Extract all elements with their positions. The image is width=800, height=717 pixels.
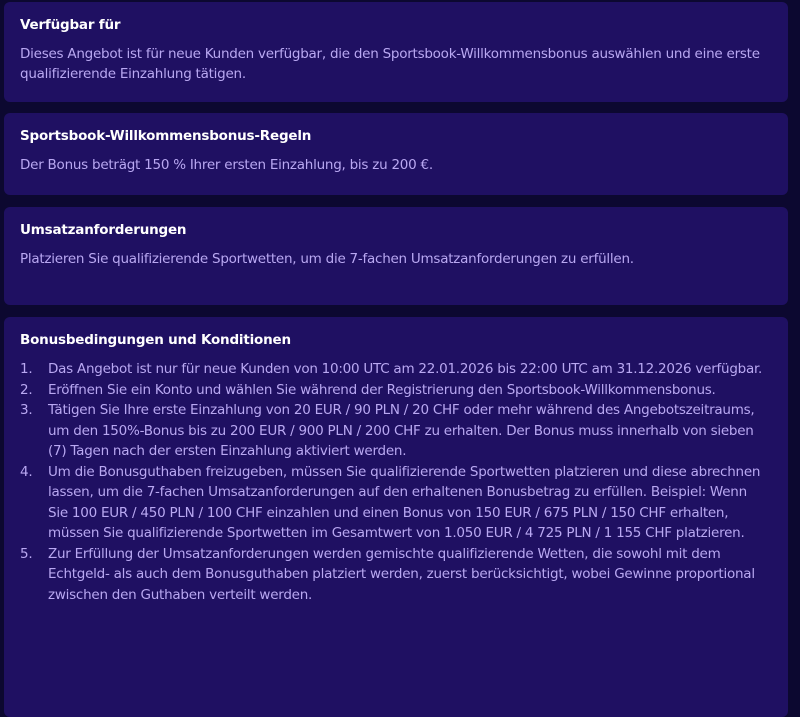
wagering-requirements-text: Platzieren Sie qualifizierende Sportwetten, um die 7-fachen Umsatzanforderungen zu erfüllen.	[20, 251, 634, 267]
available-for-text: Dieses Angebot ist für neue Kunden verfügbar, die den Sportsbook-Willkommensbonus auswählen und eine erste qualifizierende Einzahlung tätigen.	[20, 46, 760, 82]
terms-list-item	[20, 359, 772, 380]
wagering-requirements-card	[4, 207, 788, 305]
terms-list-item	[20, 380, 772, 401]
bonus-terms-title: Bonusbedingungen und Konditionen	[20, 332, 291, 348]
terms-item-text: Das Angebot ist nur für neue Kunden von 10:00 UTC am 22.01.2026 bis 22:00 UTC am 31.12.2026 verfügbar.	[48, 361, 763, 377]
bonus-terms-list	[20, 359, 772, 605]
available-for-title: Verfügbar für	[20, 17, 121, 33]
available-for-card	[4, 2, 788, 102]
welcome-bonus-rules-card	[4, 113, 788, 195]
terms-list-item	[20, 400, 772, 462]
terms-list-item	[20, 544, 772, 606]
terms-item-text: Tätigen Sie Ihre erste Einzahlung von 20 EUR / 90 PLN / 20 CHF oder mehr während des Angebotszeitraums, um den 150%-Bonus bis zu 200 EUR / 900 PLN / 200 CHF zu erhalten. Der Bonus muss innerhalb von sieben (7) Tagen nach der ersten Einzahlung aktiviert werden.	[48, 402, 755, 459]
terms-list-item	[20, 462, 772, 544]
terms-item-text: Zur Erfüllung der Umsatzanforderungen werden gemischte qualifizierende Wetten, die sowohl mit dem Echtgeld- als auch dem Bonusguthaben platziert werden, zuerst berücksichtigt, wobei Gewinne proportional zwischen den Guthaben verteilt werden.	[48, 545, 755, 603]
terms-item-number: 3.	[20, 402, 33, 418]
wagering-requirements-title: Umsatzanforderungen	[20, 222, 187, 238]
terms-item-number: 1.	[20, 361, 33, 377]
terms-item-number: 4.	[20, 463, 33, 480]
terms-item-text: Eröffnen Sie ein Konto und wählen Sie während der Registrierung den Sportsbook-Willkommensbonus.	[48, 381, 716, 398]
bonus-terms-card	[4, 317, 788, 717]
welcome-bonus-rules-text: Der Bonus beträgt 150 % Ihrer ersten Einzahlung, bis zu 200 €.	[20, 157, 433, 173]
terms-item-number: 2.	[20, 381, 33, 398]
terms-item-text: Um die Bonusguthaben freizugeben, müssen Sie qualifizierende Sportwetten platzieren und diese abrechnen lassen, um die 7-fachen Umsatzanforderungen auf den erhaltenen Bonusbetrag zu erfüllen. Beispiel: Wenn Sie 100 EUR / 450 PLN / 100 CHF einzahlen und einen Bonus von 150 EUR / 675 PLN / 150 CHF erhalten, müssen Sie qualifizierende Sportwetten im Gesamtwert von 1.050 EUR / 4 725 PLN / 1 155 CHF platzieren.	[48, 463, 761, 541]
welcome-bonus-rules-title: Sportsbook-Willkommensbonus-Regeln	[20, 128, 312, 144]
terms-item-number: 5.	[20, 545, 33, 562]
